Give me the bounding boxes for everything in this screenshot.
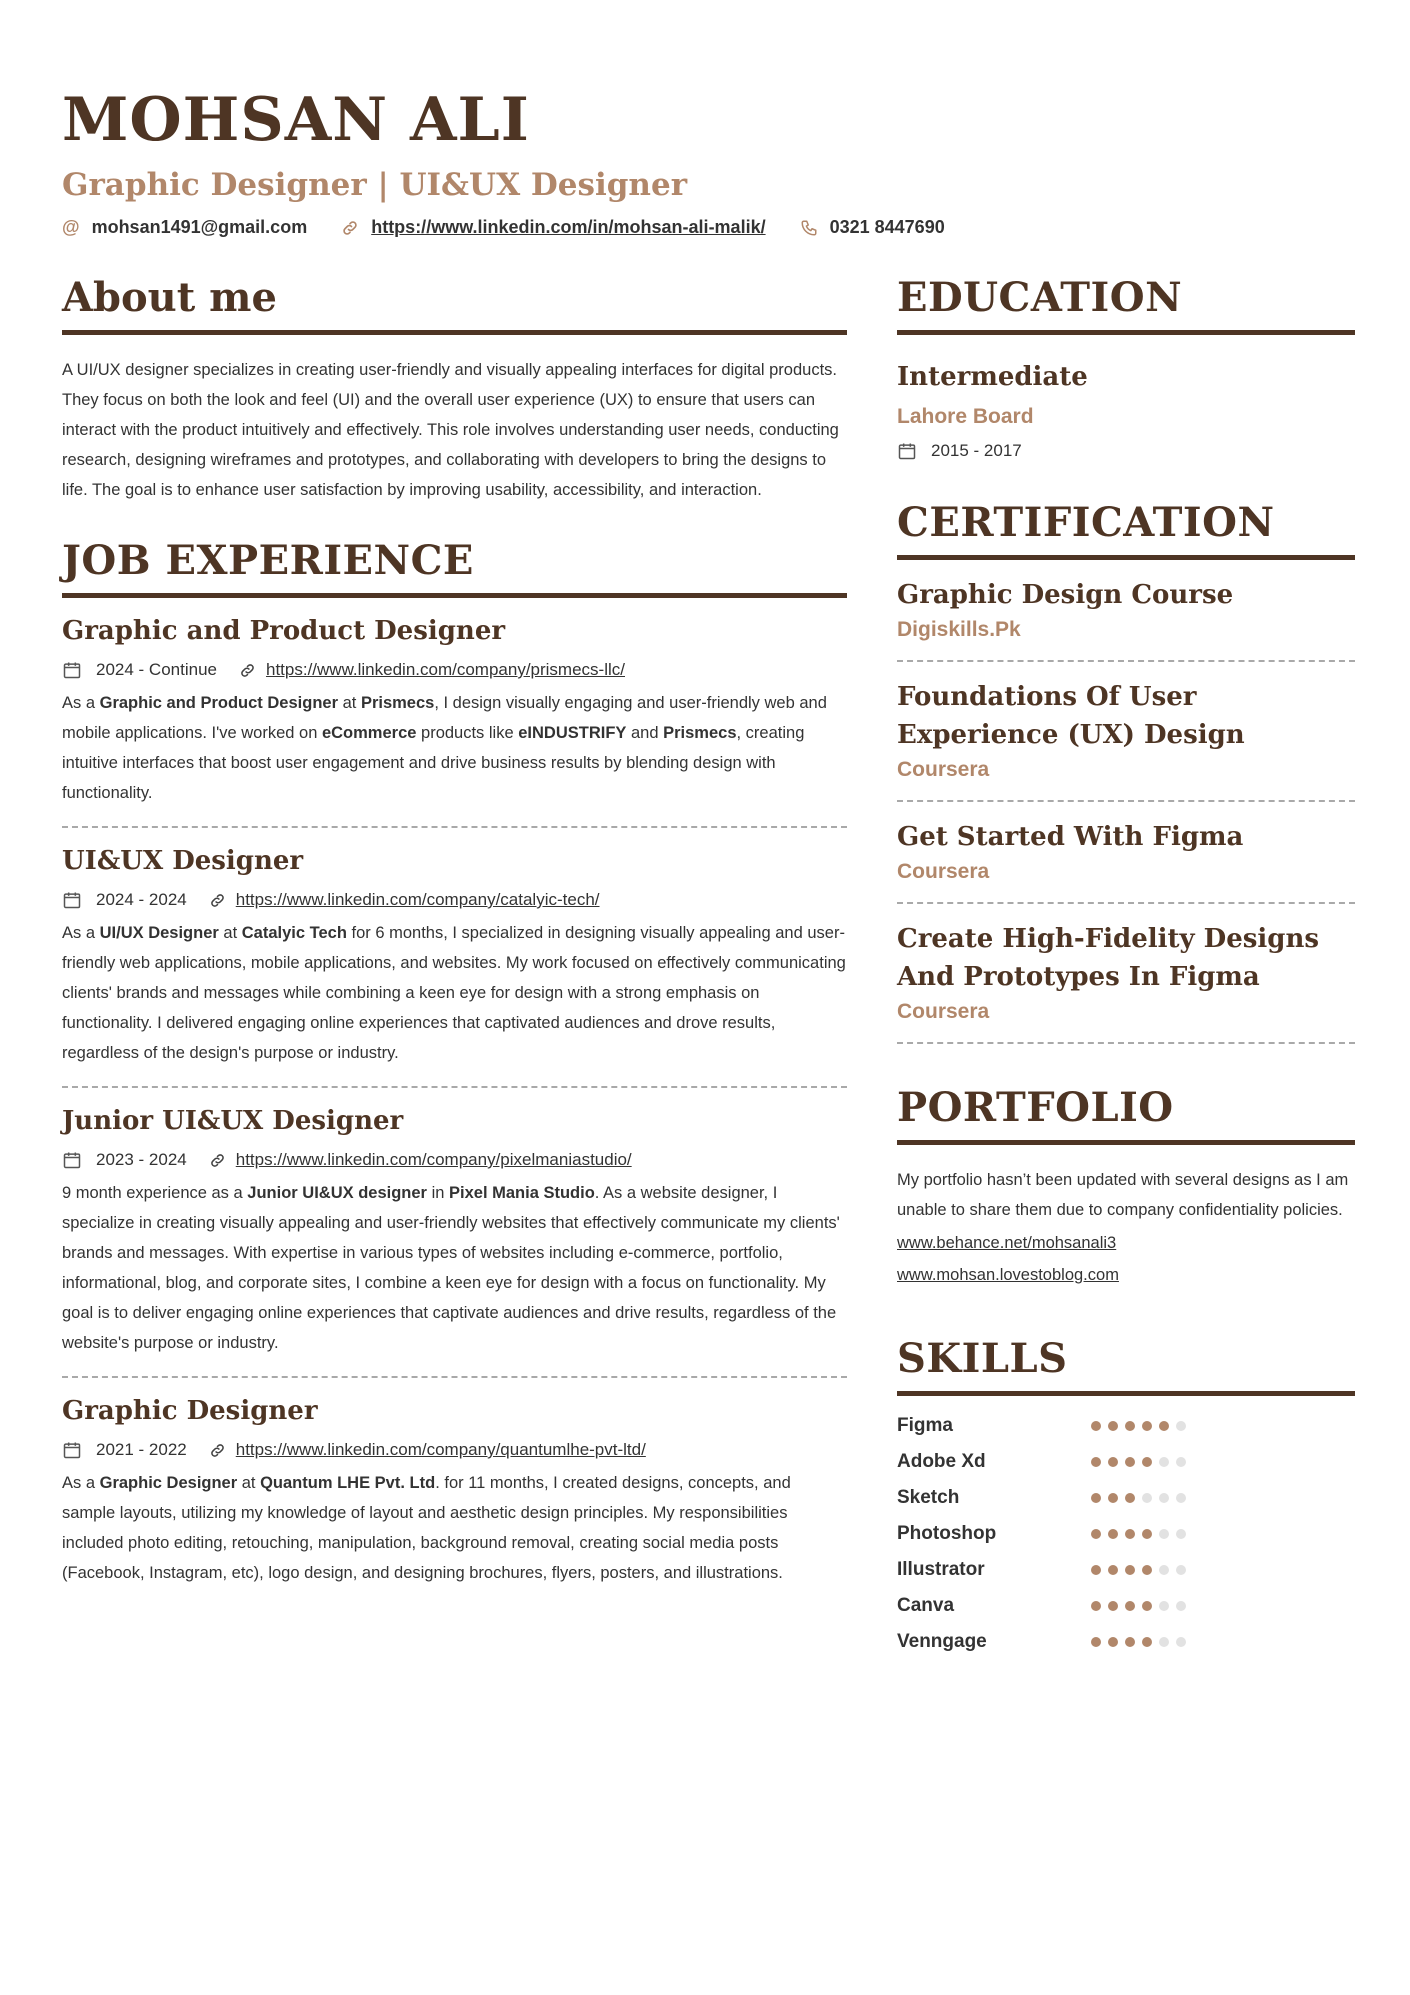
desc-text: , creating intuitive interfaces that boost user engagement and drive business results by blending design with functionality. [62, 724, 805, 802]
skill-name: Venngage [897, 1631, 987, 1652]
skills-title: SKILLS [897, 1331, 1355, 1396]
link-icon [239, 662, 256, 679]
job-description [62, 918, 847, 1068]
job-link[interactable]: https://www.linkedin.com/company/catalyic-tech/ [235, 890, 600, 909]
rating-dot-filled [1091, 1601, 1101, 1611]
job-title: Graphic Designer [62, 1396, 318, 1426]
rating-dot-empty [1159, 1601, 1169, 1611]
job-description [62, 1468, 847, 1588]
certification-org: Coursera [897, 758, 990, 781]
skill-rating [1091, 1421, 1193, 1431]
calendar-icon [62, 890, 82, 910]
skill-name: Illustrator [897, 1559, 985, 1580]
rating-dot-filled [1108, 1457, 1118, 1467]
link-icon [209, 1442, 226, 1459]
contact-linkedin [341, 217, 765, 238]
job-meta [62, 1150, 847, 1170]
bold-text: Junior UI&UX designer [247, 1184, 427, 1202]
rating-dot-filled [1125, 1637, 1135, 1647]
rating-dot-filled [1091, 1421, 1101, 1431]
job-description [62, 1178, 847, 1358]
contact-email [62, 217, 307, 238]
calendar-icon [62, 1440, 82, 1460]
skill-rating [1091, 1637, 1193, 1647]
skill-row [897, 1552, 1355, 1588]
certification-item [897, 904, 1355, 1044]
rating-dot-empty [1176, 1493, 1186, 1503]
desc-text: , I design visually engaging and user-friendly web and mobile applications. I've worked on [62, 694, 827, 742]
bold-text: eCommerce [321, 724, 417, 742]
bold-text: eINDUSTRIFY [518, 724, 627, 742]
phone-icon [800, 219, 818, 237]
certification-item [897, 560, 1355, 662]
rating-dot-empty [1176, 1637, 1186, 1647]
job-title: Graphic and Product Designer [62, 616, 506, 646]
rating-dot-empty [1159, 1457, 1169, 1467]
rating-dot-filled [1159, 1421, 1169, 1431]
experience-title: JOB EXPERIENCE [62, 533, 847, 598]
rating-dot-filled [1125, 1601, 1135, 1611]
rating-dot-empty [1159, 1565, 1169, 1575]
certification-name: Foundations Of User Experience (UX) Design [897, 682, 1245, 750]
job-dates: 2024 - Continue [96, 660, 217, 679]
desc-text: As a [62, 694, 100, 712]
desc-text: and [626, 724, 664, 742]
job-meta [62, 660, 847, 680]
job-title: UI&UX Designer [62, 846, 304, 876]
skill-row [897, 1444, 1355, 1480]
rating-dot-empty [1176, 1601, 1186, 1611]
rating-dot-filled [1125, 1457, 1135, 1467]
rating-dot-empty [1176, 1421, 1186, 1431]
bold-text: Prismecs [360, 694, 435, 712]
about-text: A UI/UX designer specializes in creating user-friendly and visually appealing interfaces for digital products. They focus on both the look and feel (UI) and the overall user experience (UX) to ensure that users can interact with the product intuitively and effectively. This role involves understanding user needs, conducting research, designing wireframes and prototypes, and collaborating with developers to bring the designs to life. The goal is to enhance user satisfaction by improving usability, accessibility, and interaction. [62, 361, 839, 499]
rating-dot-filled [1108, 1529, 1118, 1539]
certification-name: Get Started With Figma [897, 822, 1244, 852]
desc-text: at [338, 694, 361, 712]
skill-row [897, 1516, 1355, 1552]
desc-text: As a [62, 1474, 100, 1492]
bold-text: Quantum LHE Pvt. Ltd [260, 1474, 436, 1492]
desc-text: at [237, 1474, 261, 1492]
rating-dot-empty [1159, 1529, 1169, 1539]
portfolio-title: PORTFOLIO [897, 1080, 1355, 1145]
rating-dot-empty [1159, 1493, 1169, 1503]
job-meta [62, 1440, 847, 1460]
skill-rating [1091, 1601, 1193, 1611]
certification-item [897, 802, 1355, 904]
skill-row [897, 1588, 1355, 1624]
certification-org: Coursera [897, 860, 990, 883]
skill-rating [1091, 1529, 1193, 1539]
calendar-icon [897, 441, 917, 461]
desc-text: at [218, 924, 242, 942]
rating-dot-empty [1159, 1637, 1169, 1647]
job-item [62, 828, 847, 1088]
desc-text: As a [62, 924, 100, 942]
left-column [62, 270, 847, 1588]
bold-text: UI/UX Designer [99, 924, 219, 942]
job-link[interactable]: https://www.linkedin.com/company/prismecs-llc/ [265, 660, 625, 679]
bold-text: Pixel Mania Studio [449, 1184, 595, 1202]
rating-dot-filled [1142, 1565, 1152, 1575]
contact-phone [800, 217, 945, 238]
candidate-name: MOHSAN ALI [62, 85, 530, 155]
skill-rating [1091, 1565, 1193, 1575]
rating-dot-empty [1176, 1529, 1186, 1539]
at-icon: @ [62, 217, 80, 237]
education-dates: 2015 - 2017 [931, 441, 1022, 460]
portfolio-link-blog[interactable]: www.mohsan.lovestoblog.com [897, 1266, 1119, 1284]
skill-name: Adobe Xd [897, 1451, 986, 1472]
candidate-role: Graphic Designer | UI&UX Designer [62, 167, 688, 203]
skill-rating [1091, 1493, 1193, 1503]
rating-dot-filled [1091, 1457, 1101, 1467]
certification-title: CERTIFICATION [897, 495, 1355, 560]
calendar-icon [62, 1150, 82, 1170]
education-degree: Intermediate [897, 362, 1088, 392]
job-item [62, 1088, 847, 1378]
rating-dot-filled [1108, 1637, 1118, 1647]
rating-dot-filled [1125, 1529, 1135, 1539]
linkedin-link[interactable]: https://www.linkedin.com/in/mohsan-ali-malik/ [371, 217, 766, 237]
desc-text: 9 month experience as a [62, 1184, 248, 1202]
rating-dot-filled [1108, 1601, 1118, 1611]
bold-text: Graphic and Product Designer [99, 694, 338, 712]
about-title: About me [62, 270, 847, 335]
rating-dot-filled [1142, 1421, 1152, 1431]
rating-dot-filled [1125, 1565, 1135, 1575]
desc-text: for 6 months, I specialized in designing visually appealing and user-friendly web applications, mobile applications, and websites. My work focused on effectively communicating clients' brands and messages while combining a keen eye for design with a strong emphasis on functionality. I delivered engaging online experiences that captivated audiences and drove results, regardless of the design's purpose or industry. [62, 924, 846, 1062]
skill-rating [1091, 1457, 1193, 1467]
portfolio-text: My portfolio hasn’t been updated with several designs as I am unable to share them due to company confidentiality policies. [897, 1171, 1349, 1219]
link-icon [209, 892, 226, 909]
link-icon [209, 1152, 226, 1169]
rating-dot-filled [1091, 1529, 1101, 1539]
link-icon [341, 219, 359, 237]
job-dates: 2021 - 2022 [96, 1440, 187, 1459]
education-meta [897, 441, 1355, 461]
job-list [62, 598, 847, 1588]
skill-name: Canva [897, 1595, 955, 1616]
bold-text: Graphic Designer [99, 1474, 238, 1492]
bold-text: Catalyic Tech [241, 924, 347, 942]
certification-org: Digiskills.Pk [897, 618, 1021, 641]
job-dates: 2023 - 2024 [96, 1150, 187, 1169]
rating-dot-empty [1176, 1565, 1186, 1575]
skills-list [897, 1408, 1355, 1660]
skill-name: Figma [897, 1415, 953, 1436]
skill-row [897, 1480, 1355, 1516]
rating-dot-filled [1091, 1493, 1101, 1503]
rating-dot-filled [1108, 1493, 1118, 1503]
job-meta [62, 890, 847, 910]
rating-dot-filled [1091, 1565, 1101, 1575]
contact-row [62, 217, 1362, 238]
rating-dot-filled [1142, 1601, 1152, 1611]
skill-name: Sketch [897, 1487, 960, 1508]
rating-dot-filled [1142, 1637, 1152, 1647]
education-title: EDUCATION [897, 270, 1355, 335]
email-text: mohsan1491@gmail.com [91, 217, 308, 237]
skill-row [897, 1624, 1355, 1660]
certification-item [897, 662, 1355, 802]
skill-row [897, 1408, 1355, 1444]
desc-text: in [426, 1184, 449, 1202]
job-title: Junior UI&UX Designer [62, 1106, 404, 1136]
job-link[interactable]: https://www.linkedin.com/company/quantumlhe-pvt-ltd/ [235, 1440, 646, 1459]
skill-name: Photoshop [897, 1523, 997, 1544]
rating-dot-filled [1142, 1529, 1152, 1539]
desc-text: products like [416, 724, 519, 742]
right-column [897, 270, 1355, 1660]
phone-text: 0321 8447690 [829, 217, 945, 237]
calendar-icon [62, 660, 82, 680]
education-board: Lahore Board [897, 405, 1034, 428]
job-description [62, 688, 847, 808]
rating-dot-filled [1125, 1493, 1135, 1503]
rating-dot-empty [1142, 1493, 1152, 1503]
desc-text: . As a website designer, I specialize in creating visually appealing and user-friendly websites that effectively communicate my clients' brands and messages. With expertise in various types of websites including e-commerce, portfolio, informational, blog, and corporate sites, I combine a keen eye for design with a focus on functionality. My goal is to deliver engaging online experiences that captivate audiences and drive results, regardless of the website's purpose or industry. [62, 1184, 840, 1352]
rating-dot-filled [1125, 1421, 1135, 1431]
rating-dot-filled [1091, 1637, 1101, 1647]
bold-text: Prismecs [663, 724, 737, 742]
rating-dot-empty [1176, 1457, 1186, 1467]
rating-dot-filled [1142, 1457, 1152, 1467]
job-item [62, 598, 847, 828]
resume-header [62, 82, 1362, 238]
certification-org: Coursera [897, 1000, 990, 1023]
job-link[interactable]: https://www.linkedin.com/company/pixelmaniastudio/ [235, 1150, 632, 1169]
desc-text: . for 11 months, I created designs, concepts, and sample layouts, utilizing my knowledge of layout and aesthetic design principles. My responsibilities included photo editing, retouching, manipulation, background removal, creating social media posts (Facebook, Instagram, etc), logo design, and designing brochures, flyers, posters, and illustrations. [62, 1474, 791, 1582]
certification-name: Graphic Design Course [897, 580, 1234, 610]
certification-name: Create High-Fidelity Designs And Prototypes In Figma [897, 924, 1320, 992]
job-dates: 2024 - 2024 [96, 890, 187, 909]
rating-dot-filled [1108, 1421, 1118, 1431]
portfolio-link-behance[interactable]: www.behance.net/mohsanali3 [897, 1234, 1117, 1252]
rating-dot-filled [1108, 1565, 1118, 1575]
job-item [62, 1378, 847, 1588]
